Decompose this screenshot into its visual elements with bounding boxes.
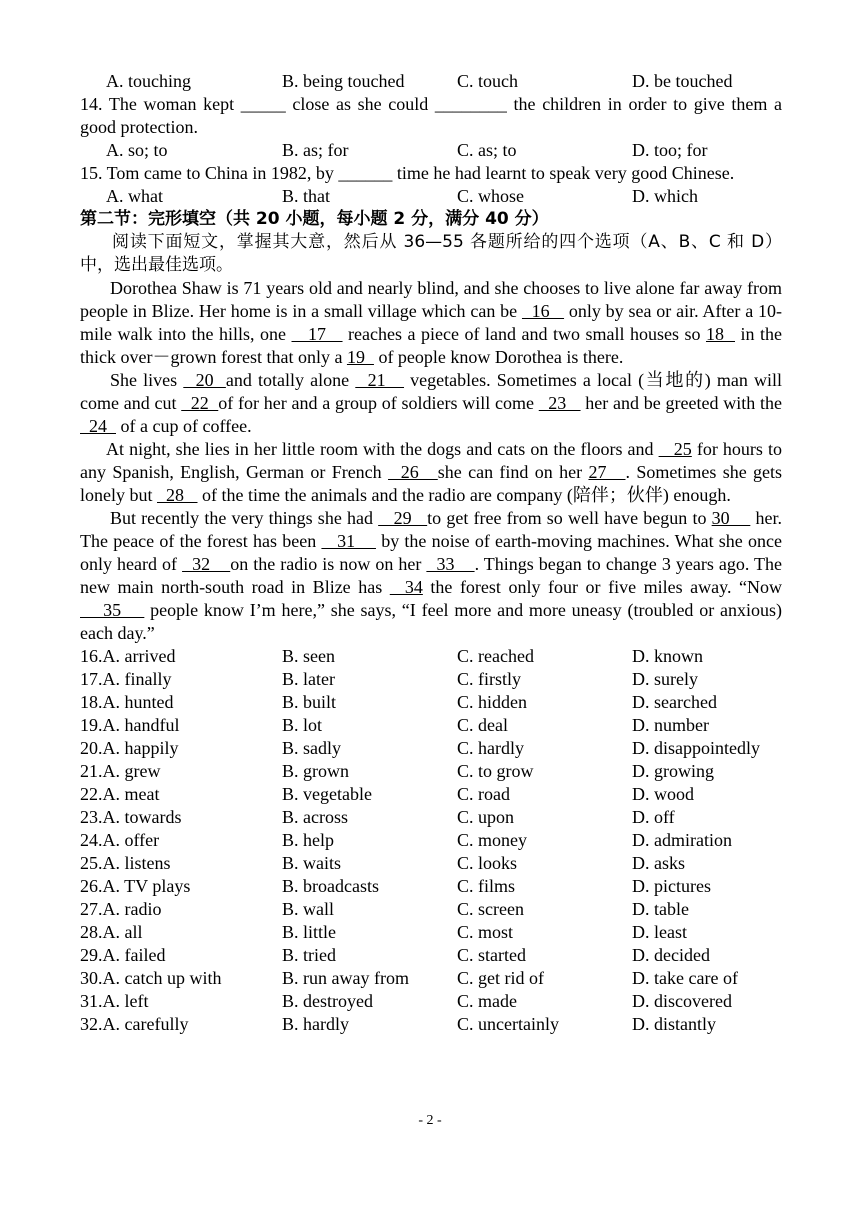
- q15-options: [80, 185, 782, 208]
- passage-text: . Sometimes she gets lonely but: [80, 462, 783, 505]
- option-c: C. hardly: [457, 738, 524, 758]
- choice-row-27: [80, 898, 782, 921]
- option-b: B. help: [282, 830, 334, 850]
- blank-29: 29: [378, 508, 428, 528]
- blank-34: 34: [389, 577, 423, 597]
- choice-row-21: [80, 760, 782, 783]
- option-c: C. get rid of: [457, 968, 544, 988]
- choice-row-30: [80, 967, 782, 990]
- option-a: 23.A. towards: [80, 807, 182, 827]
- section-title: 第二节：完形填空（共 20 小题，每小题 2 分，满分 40 分）: [80, 209, 549, 229]
- option-d: D. asks: [632, 853, 685, 873]
- option-b: B. wall: [282, 899, 334, 919]
- option-c: C. deal: [457, 715, 508, 735]
- passage-text: of a cup of coffee.: [116, 416, 252, 436]
- option-c: C. money: [457, 830, 527, 850]
- passage-text: and totally alone: [225, 370, 356, 390]
- option-d: D. too; for: [632, 140, 708, 160]
- option-b: B. waits: [282, 853, 342, 873]
- passage-text: of for her and a group of soldiers will come: [218, 393, 539, 413]
- option-d: D. growing: [632, 761, 714, 781]
- option-b: B. as; for: [282, 140, 349, 160]
- passage-paragraph-3: [80, 438, 782, 507]
- option-a: 22.A. meat: [80, 784, 160, 804]
- option-b: B. tried: [282, 945, 336, 965]
- option-a: 19.A. handful: [80, 715, 180, 735]
- option-a: 28.A. all: [80, 922, 143, 942]
- q13-options: [80, 70, 782, 93]
- option-a: 32.A. carefully: [80, 1014, 189, 1034]
- page-number: - 2 -: [418, 1113, 442, 1128]
- exam-page: [80, 70, 782, 1036]
- option-a: 27.A. radio: [80, 899, 162, 919]
- passage-text: At night, she lies in her little room with the dogs and cats on the floors and: [106, 439, 659, 459]
- passage-text: to get free from so well have begun to: [427, 508, 712, 528]
- option-d: D. decided: [632, 945, 710, 965]
- blank-35: 35: [80, 600, 145, 620]
- option-c: C. hidden: [457, 692, 527, 712]
- option-a: 29.A. failed: [80, 945, 166, 965]
- option-b: B. run away from: [282, 968, 409, 988]
- option-d: D. which: [632, 186, 698, 206]
- option-c: C. looks: [457, 853, 518, 873]
- option-a: 17.A. finally: [80, 669, 172, 689]
- option-b: B. seen: [282, 646, 335, 666]
- passage-paragraph-2: [80, 369, 782, 438]
- option-d: D. take care of: [632, 968, 738, 988]
- blank-31: 31: [321, 531, 376, 551]
- option-b: B. being touched: [282, 71, 405, 91]
- choice-row-23: [80, 806, 782, 829]
- choice-row-19: [80, 714, 782, 737]
- option-c: C. firstly: [457, 669, 522, 689]
- blank-25: 25: [658, 439, 692, 459]
- choice-list: [80, 645, 782, 1036]
- q14-options: [80, 139, 782, 162]
- option-c: C. to grow: [457, 761, 534, 781]
- option-c: C. whose: [457, 186, 524, 206]
- blank-22: 22: [181, 393, 219, 413]
- option-d: D. be touched: [632, 71, 733, 91]
- blank-24: 24: [80, 416, 116, 436]
- passage-text: of people know Dorothea is there.: [373, 347, 624, 367]
- blank-26: 26: [388, 462, 438, 482]
- passage-paragraph-1: [80, 277, 782, 369]
- passage-text: her and be greeted with the: [580, 393, 783, 413]
- option-a: 24.A. offer: [80, 830, 160, 850]
- passage-text: people know I’m here,” she says, “I feel more and more uneasy (troubled or anxious) each day.”: [80, 600, 782, 643]
- option-a: 30.A. catch up with: [80, 968, 222, 988]
- blank-21: 21: [355, 370, 405, 390]
- passage-text: Dorothea Shaw is 71 years old and nearly blind, and she chooses to live alone far away from people in Blize. Her home is in a small village which can be: [80, 278, 782, 321]
- blank-30: 30: [711, 508, 751, 528]
- option-b: B. vegetable: [282, 784, 372, 804]
- blank-27: 27: [588, 462, 626, 482]
- option-b: B. later: [282, 669, 335, 689]
- option-a: A. what: [106, 186, 163, 206]
- blank-20: 20: [183, 370, 226, 390]
- passage-text: reaches a piece of land and two small houses so: [342, 324, 706, 344]
- question-15: 15. Tom came to China in 1982, by ______ time he had learnt to speak very good Chinese.: [80, 163, 735, 183]
- blank-33: 33: [426, 554, 475, 574]
- option-b: B. little: [282, 922, 336, 942]
- option-a: 20.A. happily: [80, 738, 179, 758]
- option-c: C. films: [457, 876, 516, 896]
- blank-23: 23: [538, 393, 581, 413]
- choice-row-31: [80, 990, 782, 1013]
- option-c: C. road: [457, 784, 510, 804]
- blank-17: 17: [291, 324, 343, 344]
- choice-row-26: [80, 875, 782, 898]
- choice-row-28: [80, 921, 782, 944]
- passage-text: She lives: [110, 370, 184, 390]
- option-d: D. disappointedly: [632, 738, 760, 758]
- option-b: B. hardly: [282, 1014, 349, 1034]
- option-d: D. admiration: [632, 830, 732, 850]
- option-a: 18.A. hunted: [80, 692, 174, 712]
- option-d: D. number: [632, 715, 709, 735]
- option-d: D. least: [632, 922, 687, 942]
- passage-text: on the radio is now on her: [230, 554, 427, 574]
- choice-row-18: [80, 691, 782, 714]
- choice-row-20: [80, 737, 782, 760]
- passage-text: . Things began to change 3 years ago. The new main north-south road in Blize has: [80, 554, 783, 597]
- option-a: 16.A. arrived: [80, 646, 176, 666]
- choice-row-25: [80, 852, 782, 875]
- option-a: 21.A. grew: [80, 761, 161, 781]
- passage-text: the forest only four or five miles away. “Now: [422, 577, 783, 597]
- option-d: D. searched: [632, 692, 717, 712]
- option-d: D. table: [632, 899, 689, 919]
- option-c: C. most: [457, 922, 514, 942]
- choice-row-29: [80, 944, 782, 967]
- blank-28: 28: [157, 485, 198, 505]
- passage-text: But recently the very things she had: [110, 508, 379, 528]
- passage-text: in the thick over－grown forest that only a: [80, 324, 783, 367]
- instructions: 阅读下面短文，掌握其大意，然后从 36—55 各题所给的四个选项（A、B、C 和 D）中，选出最佳选项。: [80, 232, 782, 275]
- option-c: C. reached: [457, 646, 534, 666]
- option-d: D. pictures: [632, 876, 711, 896]
- choice-row-17: [80, 668, 782, 691]
- choice-row-32: [80, 1013, 782, 1036]
- option-b: B. broadcasts: [282, 876, 379, 896]
- passage-text: by the noise of earth-moving machines. What she once only heard of: [80, 531, 782, 574]
- option-b: B. across: [282, 807, 348, 827]
- option-c: C. screen: [457, 899, 524, 919]
- blank-16: 16: [521, 301, 565, 321]
- option-d: D. discovered: [632, 991, 732, 1011]
- passage-text: vegetables. Sometimes a local (当地的) man will come and cut: [80, 370, 783, 413]
- passage-text: only by sea or air. After a 10-mile walk into the hills, one: [80, 301, 783, 344]
- option-d: D. surely: [632, 669, 698, 689]
- blank-32: 32: [182, 554, 231, 574]
- option-a: 25.A. listens: [80, 853, 171, 873]
- option-d: D. known: [632, 646, 703, 666]
- option-b: B. destroyed: [282, 991, 373, 1011]
- passage-text: her. The peace of the forest has been: [80, 508, 782, 551]
- option-b: B. built: [282, 692, 337, 712]
- option-a: 26.A. TV plays: [80, 876, 191, 896]
- option-c: C. uncertainly: [457, 1014, 559, 1034]
- blank-19: 19: [346, 347, 374, 367]
- passage-text: of the time the animals and the radio are company (陪伴；伙伴) enough.: [197, 485, 731, 505]
- passage-text: for hours to any Spanish, English, German or French: [80, 439, 782, 482]
- option-b: B. lot: [282, 715, 323, 735]
- option-d: D. wood: [632, 784, 694, 804]
- option-a: A. so; to: [106, 140, 168, 160]
- option-c: C. made: [457, 991, 517, 1011]
- option-c: C. started: [457, 945, 526, 965]
- choice-row-22: [80, 783, 782, 806]
- option-c: C. touch: [457, 71, 518, 91]
- blank-18: 18: [705, 324, 735, 344]
- option-d: D. distantly: [632, 1014, 716, 1034]
- option-b: B. sadly: [282, 738, 342, 758]
- option-a: A. touching: [106, 71, 191, 91]
- option-a: 31.A. left: [80, 991, 149, 1011]
- option-d: D. off: [632, 807, 675, 827]
- option-c: C. upon: [457, 807, 515, 827]
- choice-row-16: [80, 645, 782, 668]
- option-b: B. that: [282, 186, 330, 206]
- question-14: 14. The woman kept _____ close as she could ________ the children in order to give them a good protection.: [80, 94, 782, 137]
- option-c: C. as; to: [457, 140, 517, 160]
- option-b: B. grown: [282, 761, 349, 781]
- passage-paragraph-4: [80, 507, 782, 645]
- passage-text: she can find on her: [437, 462, 589, 482]
- choice-row-24: [80, 829, 782, 852]
